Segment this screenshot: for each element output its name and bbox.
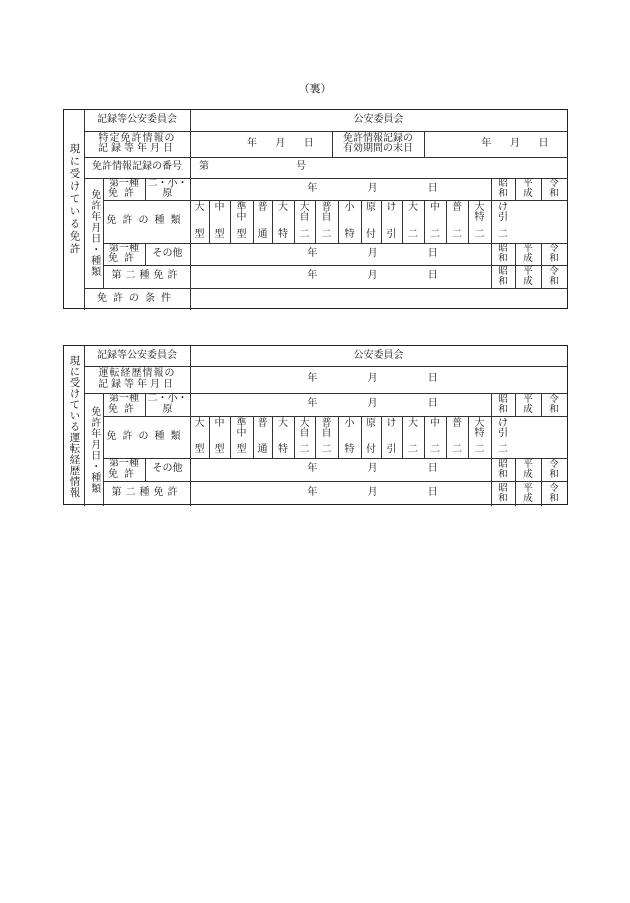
rule-line (491, 200, 492, 243)
rule-line (424, 131, 425, 157)
license-kind-cell (402, 200, 424, 243)
rule-line (230, 200, 231, 243)
commission-value: 公安委員会 (353, 114, 404, 126)
class1-date-year-unit: 年 (307, 398, 318, 410)
license-kind-bottom: 二 (299, 443, 310, 455)
license-kind-top: 大特 (474, 202, 485, 223)
license-kind-cell (209, 416, 230, 458)
rule-line (361, 416, 362, 458)
era-showa: 昭和 (498, 243, 508, 264)
class1-line2: 免許 (108, 253, 140, 264)
rule-line (468, 416, 469, 458)
class2-license-label: 第二種免許 (111, 487, 182, 499)
rule-line (424, 200, 425, 243)
era-heisei: 平成 (523, 243, 533, 264)
license-kind-top: 大自 (299, 418, 310, 439)
rule-line (230, 416, 231, 458)
rule-line (468, 200, 469, 243)
license-kind-label: 免許の種類 (106, 430, 187, 442)
rule-line (294, 416, 295, 458)
license-kind-bottom: 二 (299, 228, 310, 240)
license-kind-top: 大特 (474, 418, 485, 439)
rule-line (338, 416, 339, 458)
record-date-label-l2: 記録等年月日 (98, 378, 176, 390)
license-kind-cell (338, 416, 361, 458)
class2-license-label: 第二種免許 (111, 270, 182, 282)
license-kind-top: 普 (257, 418, 268, 429)
rule-line (145, 178, 146, 200)
rule-line (272, 200, 273, 243)
rule-line (272, 416, 273, 458)
record-date-label (84, 366, 190, 393)
commission-label: 記録等公安委員会 (97, 349, 177, 361)
license-kind-bottom: 型 (194, 443, 205, 455)
license-info-form (63, 109, 568, 309)
license-kind-top: け引 (498, 418, 508, 439)
class2-date-month-unit: 月 (367, 270, 378, 282)
license-kind-top: 小 (344, 418, 355, 429)
license-kind-cell (446, 200, 468, 243)
rule-line (338, 200, 339, 243)
license-kind-cell (338, 200, 361, 243)
class1-sub-label: 二・小・原 (147, 178, 188, 199)
valid-end-year-unit: 年 (481, 137, 492, 149)
class1-date-month-unit: 月 (367, 398, 378, 410)
license-kind-top: け (386, 202, 397, 213)
license-kind-top: 中 (214, 418, 225, 429)
class1-license-label (103, 393, 145, 416)
license-kind-cell (230, 200, 253, 243)
license-kind-top: 大 (278, 202, 288, 213)
record-date-label-l2: 記録等年月日 (98, 143, 176, 154)
class1-other-date-year-unit: 年 (307, 247, 318, 259)
license-kind-bottom: 通 (257, 443, 268, 455)
side-label: 現に受けている運転経歴情報 (68, 354, 81, 498)
rule-line (209, 200, 210, 243)
class1-line2: 免許 (108, 188, 140, 199)
license-kind-cell (381, 416, 402, 458)
license-number-suffix: 号 (296, 161, 306, 173)
license-kind-top: 普 (452, 202, 462, 213)
class1-other-date-year-unit: 年 (307, 463, 318, 475)
rule-line (361, 200, 362, 243)
license-number-prefix: 第 (199, 161, 209, 173)
valid-end-month-unit: 月 (509, 137, 520, 149)
license-kind-bottom: 二 (474, 228, 485, 240)
era-reiwa: 令和 (549, 458, 559, 480)
class2-date-day-unit: 日 (427, 487, 438, 499)
license-kind-cell (361, 416, 381, 458)
license-kind-bottom: 二 (321, 228, 332, 240)
license-kind-cell (424, 416, 446, 458)
license-kind-top: 中 (430, 202, 440, 213)
era-reiwa: 令和 (549, 393, 559, 415)
commission-label: 記録等公安委員会 (97, 114, 177, 126)
license-kind-bottom: 付 (366, 228, 376, 240)
license-kind-bottom: 通 (257, 228, 268, 240)
valid-end-day-unit: 日 (538, 137, 549, 149)
license-kind-top: 中 (430, 418, 440, 429)
history-record-date-month-unit: 月 (367, 373, 378, 385)
license-kind-bottom: 二 (408, 443, 418, 455)
class1-other-date-month-unit: 月 (367, 463, 378, 475)
license-kind-top: 普自 (321, 202, 332, 223)
valid-end-label (332, 131, 424, 157)
license-kind-bottom: 引 (386, 228, 397, 240)
record-date-label-l1: 特定免許情報の (98, 132, 176, 144)
license-kind-cell (315, 200, 338, 243)
record-date-day-unit: 日 (303, 137, 314, 149)
license-kind-bottom: 引 (386, 443, 397, 455)
rule-line (424, 416, 425, 458)
rule-line (253, 416, 254, 458)
era-reiwa: 令和 (549, 482, 559, 504)
era-showa: 昭和 (498, 458, 508, 480)
license-kind-cell (190, 416, 209, 458)
era-heisei: 平成 (523, 265, 533, 287)
license-kind-top: 普自 (321, 418, 332, 439)
license-kind-cell (361, 200, 381, 243)
era-heisei: 平成 (523, 482, 533, 504)
driving-history-form (63, 345, 568, 505)
side-label: 現に受けている免許 (68, 142, 81, 256)
era-showa: 昭和 (498, 393, 508, 415)
class2-date-day-unit: 日 (427, 270, 438, 282)
era-reiwa: 令和 (549, 265, 559, 287)
class2-date-year-unit: 年 (307, 270, 318, 282)
license-kind-bottom: 二 (408, 228, 418, 240)
history-record-date-day-unit: 日 (427, 373, 438, 385)
rule-line (491, 416, 492, 458)
rule-line (315, 416, 316, 458)
commission-value: 公安委員会 (353, 349, 404, 361)
license-kind-top: 普 (452, 418, 462, 429)
class1-line1: 第一種 (109, 458, 139, 469)
rule-line (381, 416, 382, 458)
license-kind-bottom: 二 (321, 443, 332, 455)
license-kind-bottom: 型 (194, 228, 205, 240)
era-showa: 昭和 (498, 265, 508, 287)
license-kind-bottom: 型 (214, 228, 225, 240)
license-kind-bottom: 特 (278, 228, 288, 240)
license-kind-cell (190, 200, 209, 243)
license-kind-cell (253, 200, 272, 243)
license-number-label: 免許情報記録の番号 (92, 161, 182, 173)
rule-line (446, 416, 447, 458)
license-kind-top: 原 (366, 202, 376, 213)
class1-other-label: その他 (152, 247, 183, 259)
license-kind-top: 大 (408, 202, 418, 213)
class1-line1: 第一種 (109, 178, 139, 189)
record-date-year-unit: 年 (246, 137, 257, 149)
era-heisei: 平成 (523, 458, 533, 480)
rule-line (402, 200, 403, 243)
class2-date-year-unit: 年 (307, 487, 318, 499)
class1-sub-label: 二・小・原 (147, 393, 188, 415)
rule-line (381, 200, 382, 243)
license-kind-cell (468, 200, 491, 243)
class1-line1: 第一種 (109, 243, 139, 254)
rule-line (294, 200, 295, 243)
rule-line (253, 200, 254, 243)
license-kind-bottom: 二 (452, 443, 462, 455)
record-date-month-unit: 月 (275, 137, 286, 149)
license-kind-bottom: 型 (236, 443, 247, 455)
license-kind-cell (491, 200, 515, 243)
era-heisei: 平成 (523, 178, 533, 199)
license-kind-bottom: 型 (236, 228, 247, 240)
license-kind-top: 大 (194, 418, 205, 429)
record-date-label-l1: 運転経歴情報の (98, 368, 176, 379)
rule-line (402, 416, 403, 458)
license-kind-cell (315, 416, 338, 458)
rule-line (145, 393, 146, 416)
license-kind-top: け (386, 418, 397, 429)
license-kind-cell (468, 416, 491, 458)
license-kind-cell (402, 416, 424, 458)
license-kind-bottom: 二 (498, 228, 508, 240)
license-kind-top: 中 (214, 202, 225, 213)
license-kind-label: 免許の種類 (106, 215, 187, 227)
era-showa: 昭和 (498, 178, 508, 199)
class1-license-label (103, 178, 145, 200)
class1-other-label: その他 (152, 463, 183, 475)
page-side-label: （裏） (298, 82, 332, 95)
class1-line2: 免許 (108, 403, 140, 415)
license-kind-cell (294, 200, 315, 243)
license-kind-cell (230, 416, 253, 458)
class1-date-month-unit: 月 (367, 182, 378, 194)
class1-license-label (103, 458, 145, 481)
class1-other-date-day-unit: 日 (427, 247, 438, 259)
license-kind-bottom: 特 (344, 228, 355, 240)
license-kind-top: け引 (498, 202, 508, 223)
era-showa: 昭和 (498, 482, 508, 504)
valid-end-l1: 免許情報記録の (343, 132, 413, 144)
class1-date-year-unit: 年 (307, 182, 318, 194)
license-kind-bottom: 特 (344, 443, 355, 455)
license-kind-top: 準中 (236, 418, 247, 439)
rule-line (209, 416, 210, 458)
valid-end-l2: 有効期間の末日 (343, 143, 413, 154)
license-kind-top: 大自 (299, 202, 310, 223)
class1-other-date-month-unit: 月 (367, 247, 378, 259)
license-kind-bottom: 二 (452, 228, 462, 240)
era-heisei: 平成 (523, 393, 533, 415)
license-kind-cell (491, 416, 515, 458)
license-kind-cell (253, 416, 272, 458)
history-record-date-year-unit: 年 (307, 373, 318, 385)
license-date-type-label: 免許年月日・種類 (88, 405, 100, 494)
license-kind-top: 大 (408, 418, 418, 429)
license-kind-top: 小 (344, 202, 355, 213)
rule-line (315, 200, 316, 243)
era-reiwa: 令和 (549, 243, 559, 264)
class1-line2: 免許 (108, 468, 140, 480)
license-date-type-label: 免許年月日・種類 (88, 189, 100, 277)
license-kind-top: 普 (257, 202, 268, 213)
license-kind-cell (294, 416, 315, 458)
rule-line (446, 200, 447, 243)
class1-date-day-unit: 日 (427, 182, 438, 194)
license-kind-bottom: 特 (278, 443, 288, 455)
license-kind-bottom: 二 (430, 443, 440, 455)
class2-date-month-unit: 月 (367, 487, 378, 499)
license-kind-top: 大 (194, 202, 205, 213)
license-conditions-label: 免許の条件 (97, 292, 177, 304)
license-kind-cell (381, 200, 402, 243)
class1-license-label (103, 243, 145, 265)
license-kind-top: 準中 (236, 202, 247, 223)
class1-line1: 第一種 (109, 393, 139, 404)
license-kind-bottom: 二 (498, 443, 508, 455)
license-kind-cell (272, 200, 294, 243)
record-date-label (84, 131, 190, 157)
license-kind-bottom: 二 (430, 228, 440, 240)
license-kind-bottom: 付 (366, 443, 376, 455)
class1-other-date-day-unit: 日 (427, 463, 438, 475)
license-kind-bottom: 型 (214, 443, 225, 455)
license-kind-top: 大 (278, 418, 288, 429)
license-kind-top: 原 (366, 418, 376, 429)
license-kind-cell (272, 416, 294, 458)
era-reiwa: 令和 (549, 178, 559, 199)
license-kind-cell (424, 200, 446, 243)
class1-date-day-unit: 日 (427, 398, 438, 410)
license-kind-bottom: 二 (474, 443, 485, 455)
license-kind-cell (209, 200, 230, 243)
license-kind-cell (446, 416, 468, 458)
